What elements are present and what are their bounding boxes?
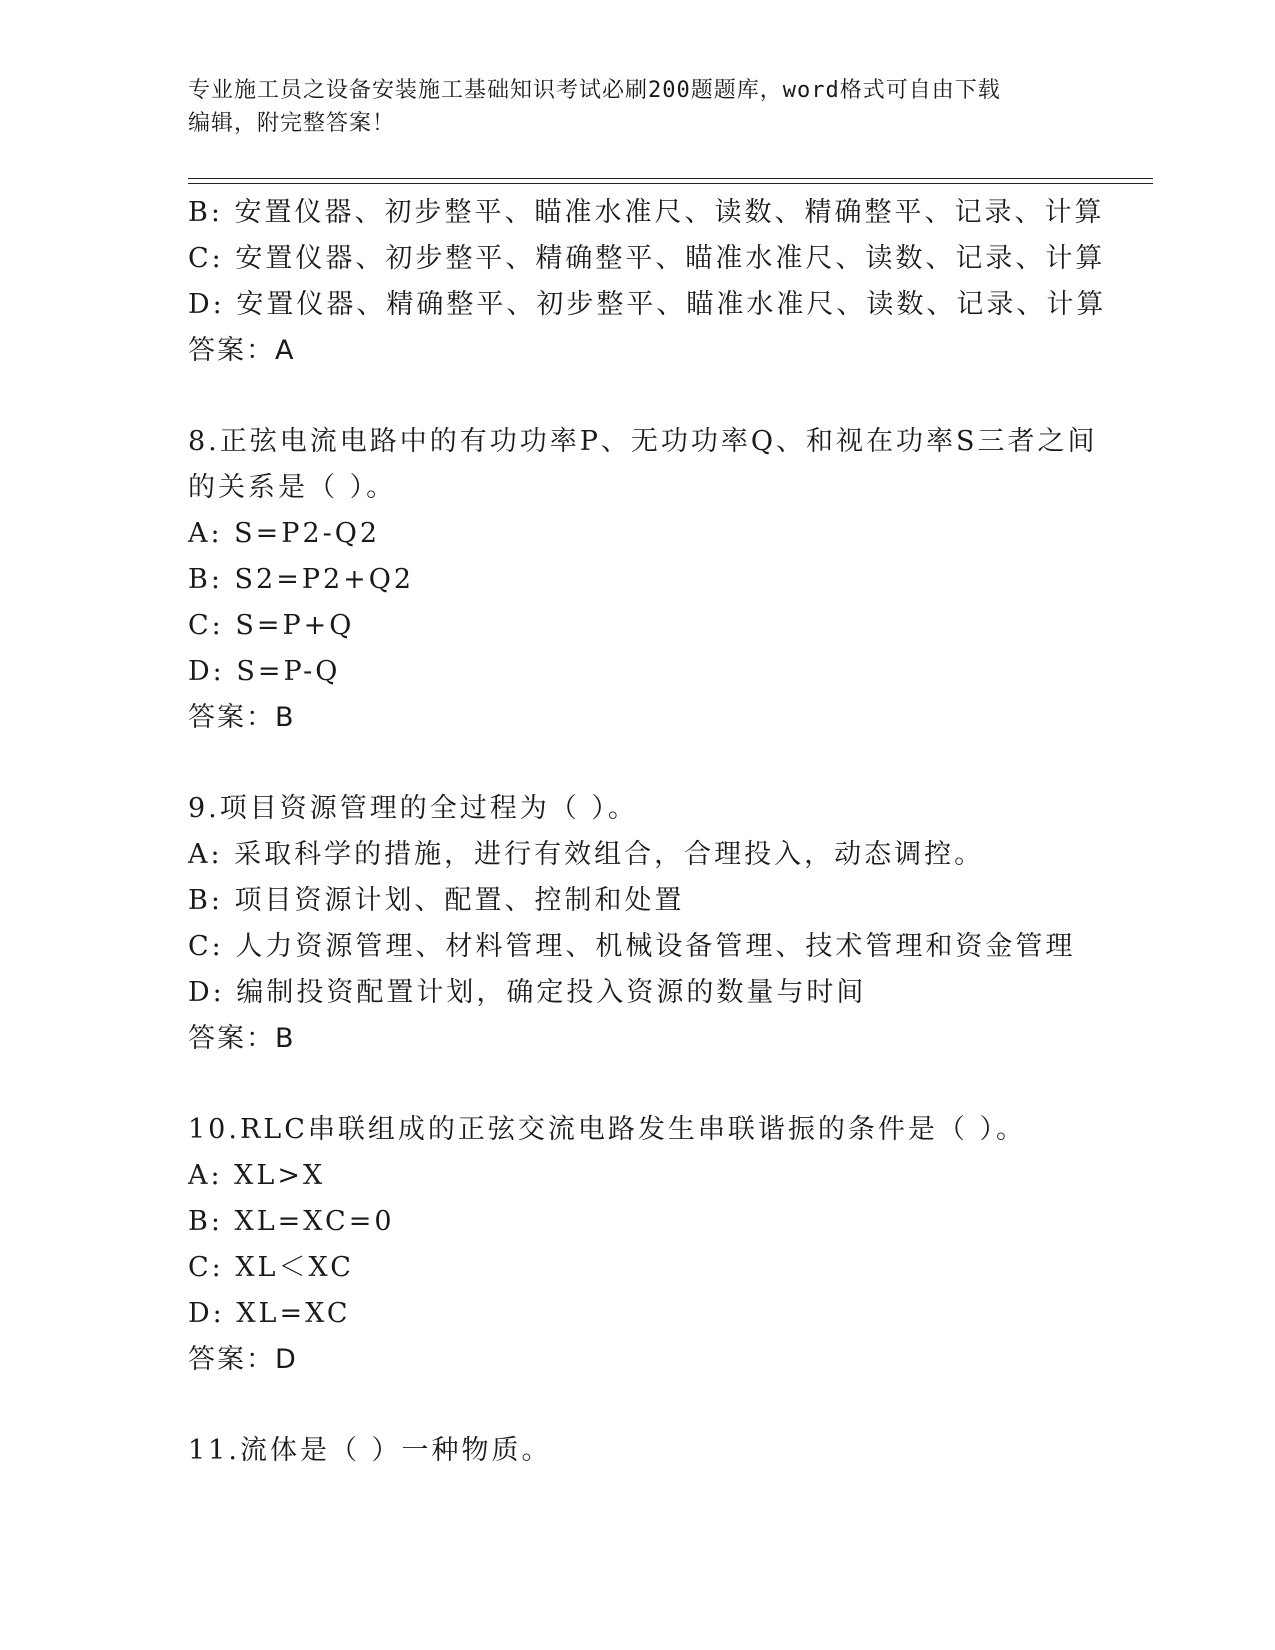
- q8-option-a: A: S=P2-Q2: [188, 518, 381, 549]
- q9-option-c: C: 人力资源管理、材料管理、机械设备管理、技术管理和资金管理: [188, 931, 1076, 962]
- header-rule-top: [188, 178, 1153, 179]
- q8-stem-line-1: 8.正弦电流电路中的有功功率P、无功功率Q、和视在功率S三者之间: [188, 426, 1098, 457]
- q9-option-a: A: 采取科学的措施，进行有效组合，合理投入，动态调控。: [188, 839, 985, 870]
- q10-option-d: D: XL=XC: [188, 1298, 351, 1329]
- q11-stem-line-1: 11.流体是（ ）一种物质。: [188, 1435, 552, 1466]
- q7-option-c: C: 安置仪器、初步整平、精确整平、瞄准水准尺、读数、记录、计算: [188, 243, 1106, 274]
- q8-stem-line-2: 的关系是（ ）。: [188, 472, 397, 503]
- q8-option-d: D: S=P-Q: [188, 656, 341, 687]
- q7-option-b: B: 安置仪器、初步整平、瞄准水准尺、读数、精确整平、记录、计算: [188, 197, 1105, 228]
- header-rule-bottom: [188, 183, 1153, 184]
- question-gap: [188, 1062, 1088, 1107]
- q10-stem-line-1: 10.RLC串联组成的正弦交流电路发生串联谐振的条件是（ ）。: [188, 1114, 1026, 1145]
- question-10: [188, 1107, 1088, 1383]
- q8-option-b: B: S2=P2+Q2: [188, 564, 415, 595]
- question-gap: [188, 374, 1088, 419]
- question-7: [188, 190, 1107, 374]
- question-gap: [188, 741, 1088, 786]
- question-8: [188, 419, 1098, 741]
- q7-option-d: D: 安置仪器、精确整平、初步整平、瞄准水准尺、读数、记录、计算: [188, 289, 1107, 320]
- q9-option-b: B: 项目资源计划、配置、控制和处置: [188, 885, 685, 916]
- q10-option-a: A: XL>X: [188, 1160, 326, 1191]
- question-gap: [188, 1383, 1088, 1428]
- q10-option-b: B: XL=XC=0: [188, 1206, 395, 1237]
- document-header: [188, 74, 1068, 140]
- q8-option-c: C: S=P+Q: [188, 610, 355, 641]
- q9-stem-line-1: 9.项目资源管理的全过程为（ ）。: [188, 793, 638, 824]
- header-title-line-1: 专业施工员之设备安装施工基础知识考试必刷200题题库，word格式可自由下载: [188, 78, 1001, 103]
- question-9: [188, 786, 1088, 1062]
- q8-answer: 答案：B: [188, 702, 296, 733]
- q9-answer: 答案：B: [188, 1023, 296, 1054]
- q9-option-d: D: 编制投资配置计划，确定投入资源的数量与时间: [188, 977, 867, 1008]
- question-content: [188, 190, 1107, 1474]
- question-11: [188, 1428, 1088, 1474]
- header-title-line-2: 编辑，附完整答案！: [188, 111, 396, 136]
- q10-option-c: C: XL＜XC: [188, 1252, 354, 1283]
- q10-answer: 答案：D: [188, 1344, 298, 1375]
- q7-answer: 答案：A: [188, 335, 296, 366]
